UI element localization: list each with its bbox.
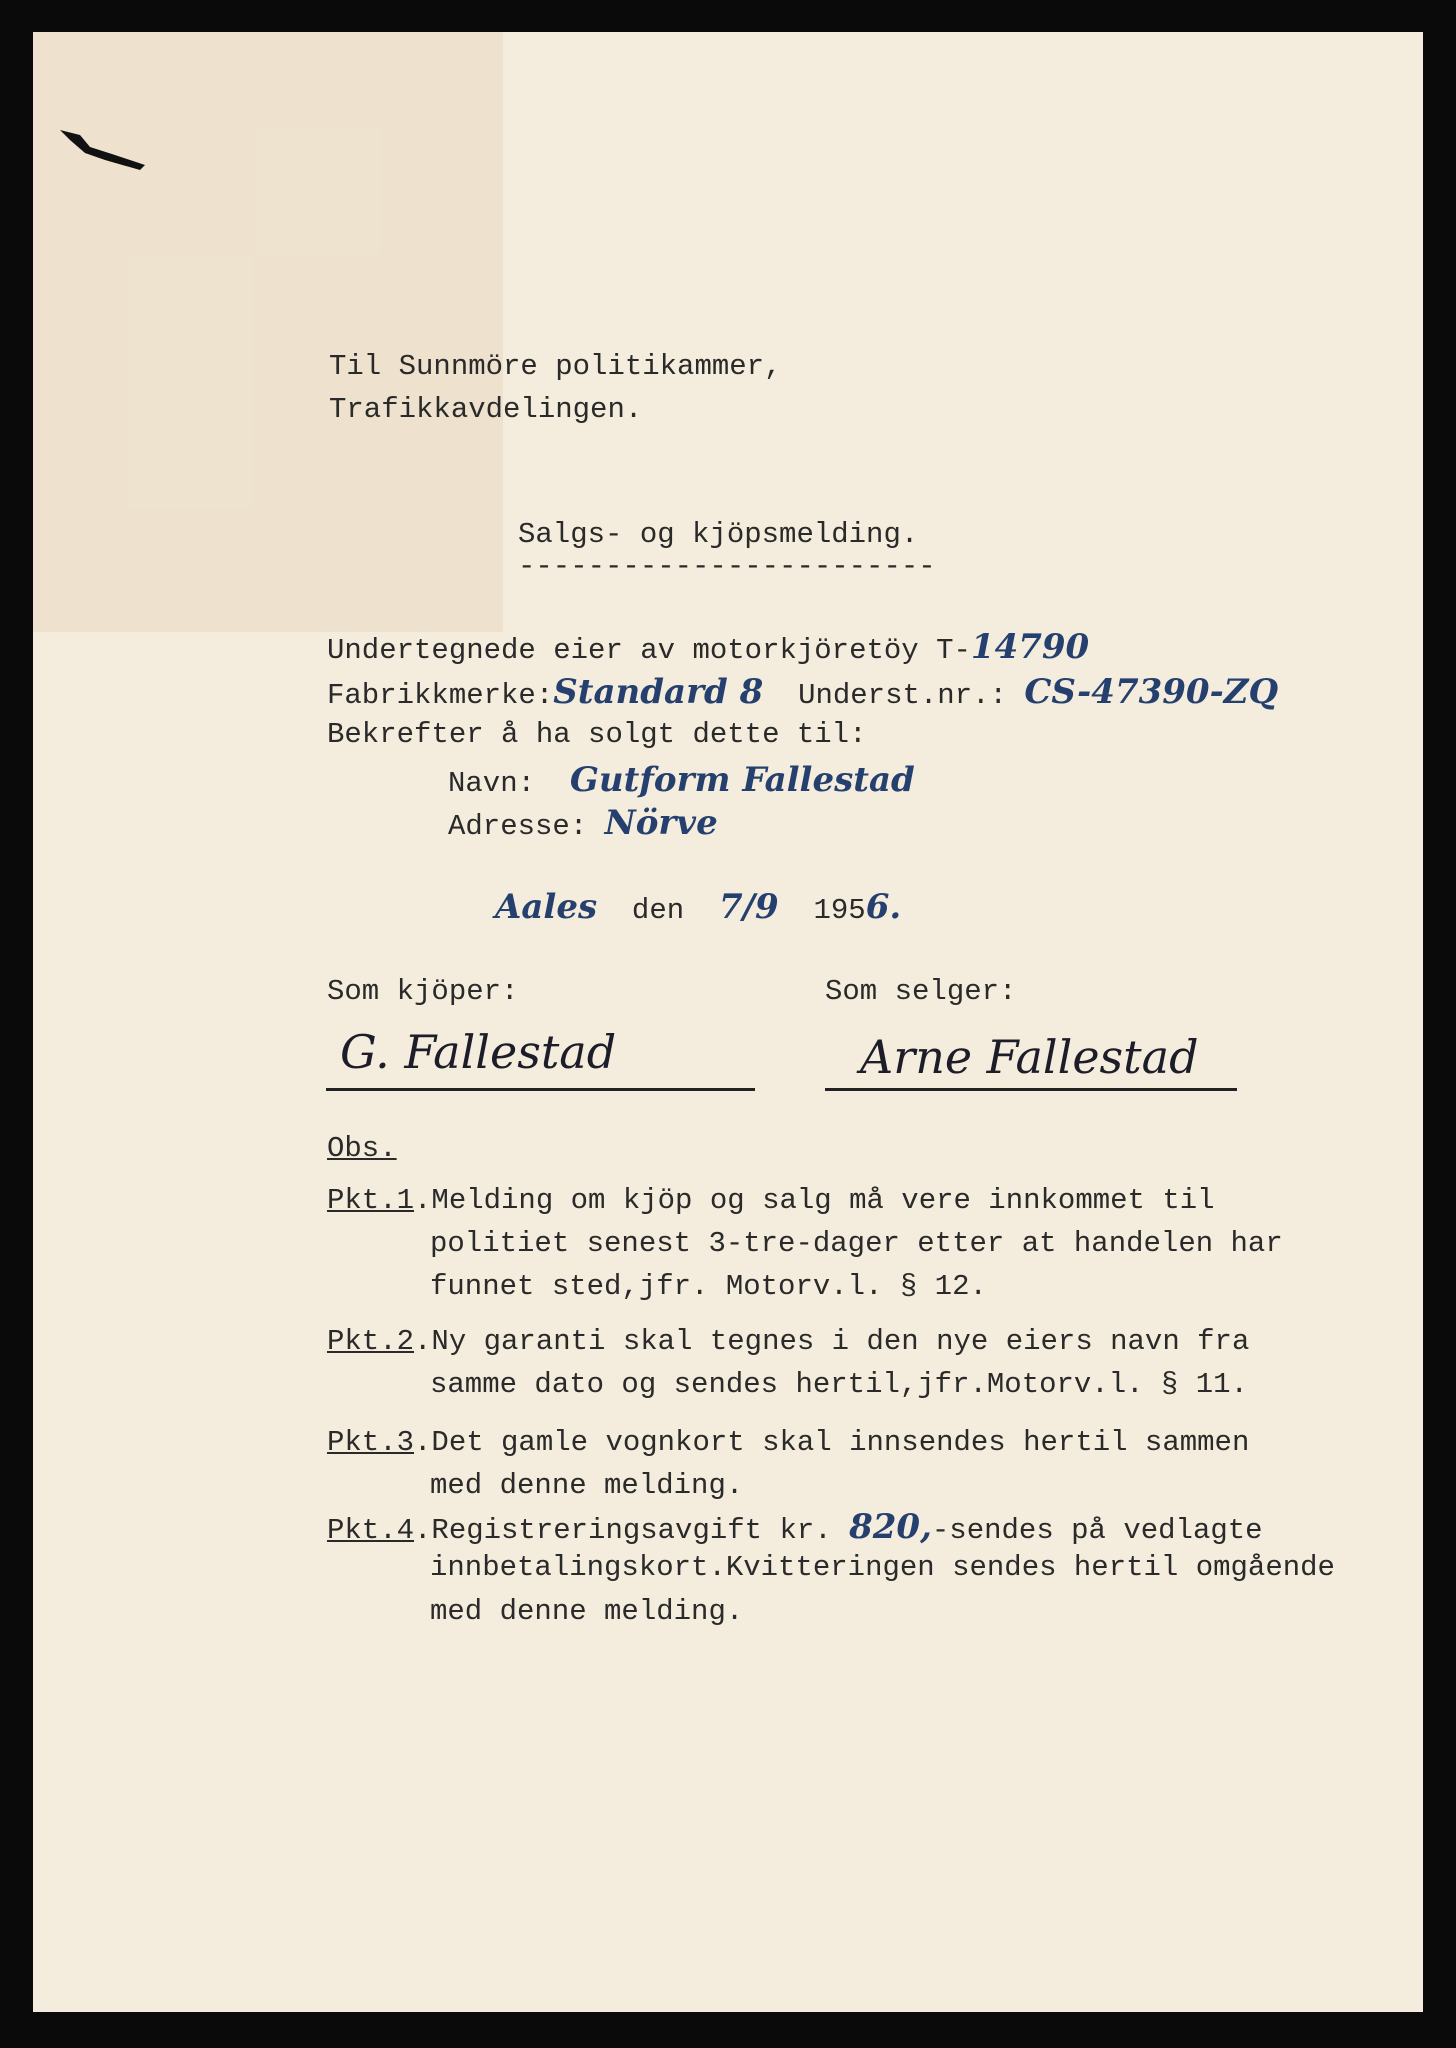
owner-line xyxy=(327,627,1090,667)
point-1 xyxy=(327,1186,1215,1215)
point-text: .Registreringsavgift kr. xyxy=(414,1514,832,1547)
seller-signature: Arne Fallestad xyxy=(860,1030,1199,1084)
point-label: Pkt.4 xyxy=(327,1514,415,1547)
point-text: samme dato og sendes hertil,jfr.Motorv.l. § 11. xyxy=(430,1368,1248,1401)
point-text: .Det gamle vognkort skal innsendes hertil sammen xyxy=(414,1426,1250,1459)
point-text: .Ny garanti skal tegnes i den nye eiers navn fra xyxy=(414,1325,1250,1358)
date-line xyxy=(495,887,902,927)
point-label: Pkt.3 xyxy=(327,1426,415,1459)
point-label: Pkt.2 xyxy=(327,1325,415,1358)
make-label: Fabrikkmerke: xyxy=(327,679,554,712)
point-2 xyxy=(327,1327,1249,1356)
place: Aales xyxy=(495,887,598,927)
chassis-value: CS-47390-ZQ xyxy=(1024,672,1279,712)
make-value: Standard 8 xyxy=(553,672,764,712)
point-text: .Melding om kjöp og salg må vere innkommet til xyxy=(414,1184,1215,1217)
paper-tear-mark xyxy=(60,125,145,170)
document-page xyxy=(33,32,1423,2012)
year-prefix: 195 xyxy=(813,894,866,927)
chassis-label: Underst.nr.: xyxy=(798,679,1007,712)
point-text: politiet senest 3-tre-dager etter at handelen har xyxy=(430,1227,1283,1260)
paper-stain xyxy=(33,32,503,632)
address-label: Adresse: xyxy=(448,810,588,843)
point-text: -sendes på vedlagte xyxy=(931,1514,1263,1547)
point-text: med denne melding. xyxy=(430,1469,744,1502)
buyer-signature: G. Fallestad xyxy=(340,1025,617,1079)
seller-label: Som selger: xyxy=(825,975,1017,1008)
name-label: Navn: xyxy=(448,767,536,800)
make-line xyxy=(327,672,1279,712)
date-value: 7/9 xyxy=(718,887,779,927)
buyer-name: Gutform Fallestad xyxy=(569,760,915,800)
recipient-line-2: Trafikkavdelingen. xyxy=(329,393,643,426)
owner-label: Undertegnede eier av motorkjöretöy T- xyxy=(327,634,971,667)
point-text: innbetalingskort.Kvitteringen sendes hertil omgående xyxy=(430,1551,1335,1584)
fee-amount: 820, xyxy=(849,1507,932,1547)
year-suffix: 6. xyxy=(865,887,902,927)
buyer-signature-line xyxy=(326,1088,755,1091)
buyer-address: Nörve xyxy=(604,803,718,843)
point-4 xyxy=(327,1507,1263,1547)
point-3 xyxy=(327,1428,1249,1457)
buyer-address-line xyxy=(448,803,718,843)
obs-heading: Obs. xyxy=(327,1132,397,1165)
point-text: funnet sted,jfr. Motorv.l. § 12. xyxy=(430,1270,987,1303)
confirm-line: Bekrefter å ha solgt dette til: xyxy=(327,718,867,751)
point-text: med denne melding. xyxy=(430,1595,744,1628)
buyer-label: Som kjöper: xyxy=(327,975,519,1008)
seller-signature-line xyxy=(825,1088,1237,1091)
title-rule: ------------------------ xyxy=(518,550,936,583)
registration-number: 14790 xyxy=(970,627,1090,667)
recipient-line-1: Til Sunnmöre politikammer, xyxy=(329,350,782,383)
document-title: Salgs- og kjöpsmelding. xyxy=(518,518,919,551)
point-label: Pkt.1 xyxy=(327,1184,415,1217)
buyer-name-line xyxy=(448,760,915,800)
den-label: den xyxy=(631,894,685,927)
